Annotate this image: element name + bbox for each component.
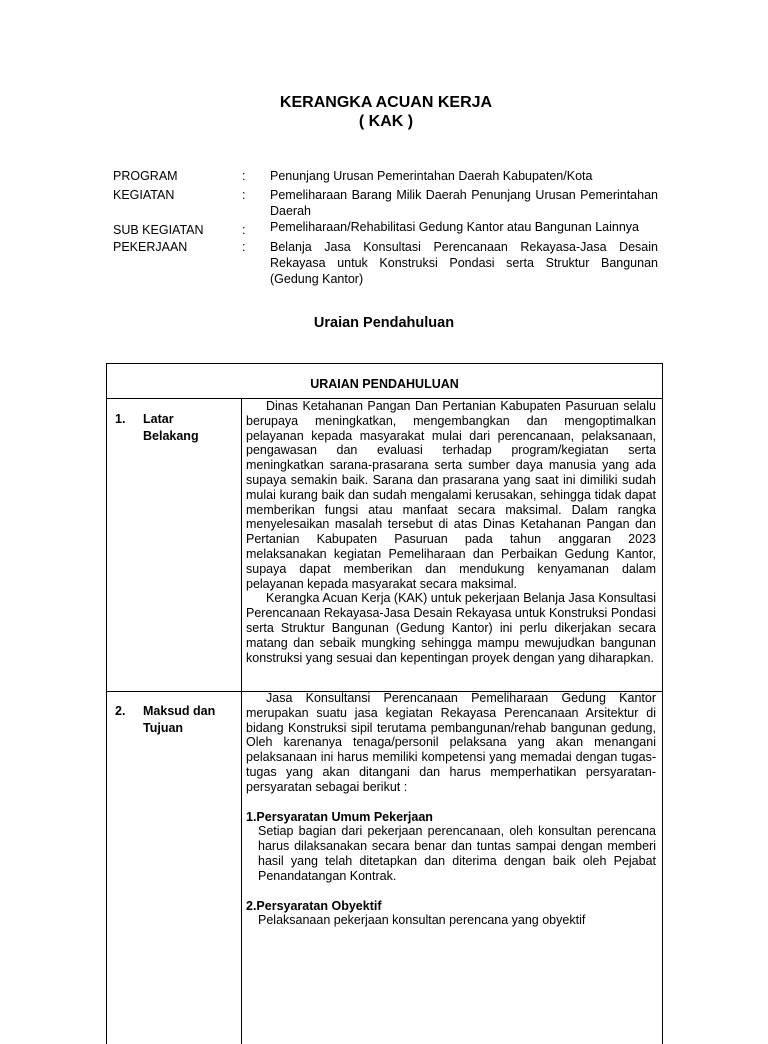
meta-row-pekerjaan (113, 239, 658, 287)
meta-value: Pemeliharaan/Rehabilitasi Gedung Kantor atau Bangunan Lainnya (270, 220, 640, 234)
row-label-line: Maksud dan (143, 704, 216, 718)
row-content-maksud-tujuan (246, 691, 656, 928)
meta-row-program (113, 168, 658, 184)
row-content-latar-belakang (246, 399, 656, 665)
meta-colon: : (242, 169, 246, 183)
meta-colon: : (242, 240, 246, 254)
row-label (143, 411, 199, 445)
paragraph: Pelaksanaan pekerjaan konsultan perencana yang obyektif (258, 913, 586, 928)
meta-label: PROGRAM (113, 169, 178, 183)
meta-label: SUB KEGIATAN (113, 223, 204, 237)
uraian-table (106, 363, 663, 1044)
meta-value: Penunjang Urusan Pemerintahan Daerah Kabupaten/Kota (270, 169, 593, 183)
column-divider (241, 399, 242, 1044)
paragraph: Jasa Konsultansi Perencanaan Pemeliharaan Gedung Kantor merupakan suatu jasa kegiatan Rekayasa Perencanaan Arsitektur di bidang Konstruksi sipil terutama pembangunan/rehab bangunan gedung, Oleh karenanya tenaga/personil pelaksana yang akan menangani pelaksanaan ini harus memiliki kompetensi yang memadai dengan tugas-tugas yang akan ditangani dan harus memperhatikan persyaratan-persyaratan sebagai berikut : (246, 691, 656, 794)
meta-block (113, 168, 658, 287)
meta-label: PEKERJAAN (113, 240, 188, 254)
document-subtitle: ( KAK ) (358, 113, 414, 130)
paragraph: Dinas Ketahanan Pangan Dan Pertanian Kabupaten Pasuruan selalu berupaya meningkatkan, mengembangkan dan mengoptimalkan pelayanan kepada masyarakat mulai dari perencanaan, pelaksanaan, pengawasan dan evaluasi terhadap program/kegiatan serta meningkatkan sarana-prasarana serta sumber daya manusia yang ada supaya semakin baik. Sarana dan prasarana yang saat ini dimiliki sudah mulai kurang baik dan sudah mengalami kerusakan, sehingga tidak dapat memberikan fungsi atau manfaat secara maksimal. Dalam rangka menyelesaikan masalah tersebut di atas Dinas Ketahanan Pangan dan Pertanian Kabupaten Pasuruan pada tahun anggaran 2023 melaksanakan kegiatan Pemeliharaan dan Perbaikan Gedung Kantor, supaya dapat memberikan dan mendukung kenyamanan dalam pelayanan kepada masyarakat secara maksimal. (246, 399, 656, 591)
table-header: URAIAN PENDAHULUAN (107, 364, 662, 399)
document-title: KERANGKA ACUAN KERJA (279, 94, 493, 111)
row-label (143, 703, 215, 737)
row-number: 2. (115, 704, 126, 718)
row-number: 1. (115, 412, 126, 426)
meta-colon: : (242, 188, 246, 202)
meta-row-sub-kegiatan (113, 219, 658, 235)
row-label-line: Tujuan (143, 721, 184, 735)
subheading: 2.Persyaratan Obyektif (246, 898, 382, 913)
meta-value: Belanja Jasa Konsultasi Perencanaan Rekayasa-Jasa Desain Rekayasa untuk Konstruksi Pondasi serta Struktur Bangunan (Gedung Kantor) (270, 240, 658, 286)
meta-value: Pemeliharaan Barang Milik Daerah Penunjang Urusan Pemerintahan Daerah (270, 188, 658, 218)
meta-label: KEGIATAN (113, 188, 175, 202)
paragraph: Setiap bagian dari pekerjaan perencanaan, oleh konsultan perencana harus dilaksanakan secara benar dan tuntas sampai dengan memberi hasil yang telah ditetapkan dan diterima dengan baik oleh Pejabat Penandatangan Kontrak. (258, 824, 656, 883)
row-label-line: Latar (143, 412, 174, 426)
row-label-line: Belakang (143, 429, 199, 443)
meta-row-kegiatan (113, 187, 658, 219)
meta-colon: : (242, 223, 246, 237)
section-title: Uraian Pendahuluan (313, 315, 455, 331)
subheading: 1.Persyaratan Umum Pekerjaan (246, 809, 433, 824)
paragraph: Kerangka Acuan Kerja (KAK) untuk pekerjaan Belanja Jasa Konsultasi Perencanaan Rekayasa-Jasa Desain Rekayasa untuk Konstruksi Pondasi serta Struktur Bangunan (Gedung Kantor) ini perlu dikerjakan secara matang dan sebaik mungking sehingga mampu mewujudkan bangunan konstruksi yang sesuai dan kepentingan proyek dengan yang diharapkan. (246, 591, 656, 665)
